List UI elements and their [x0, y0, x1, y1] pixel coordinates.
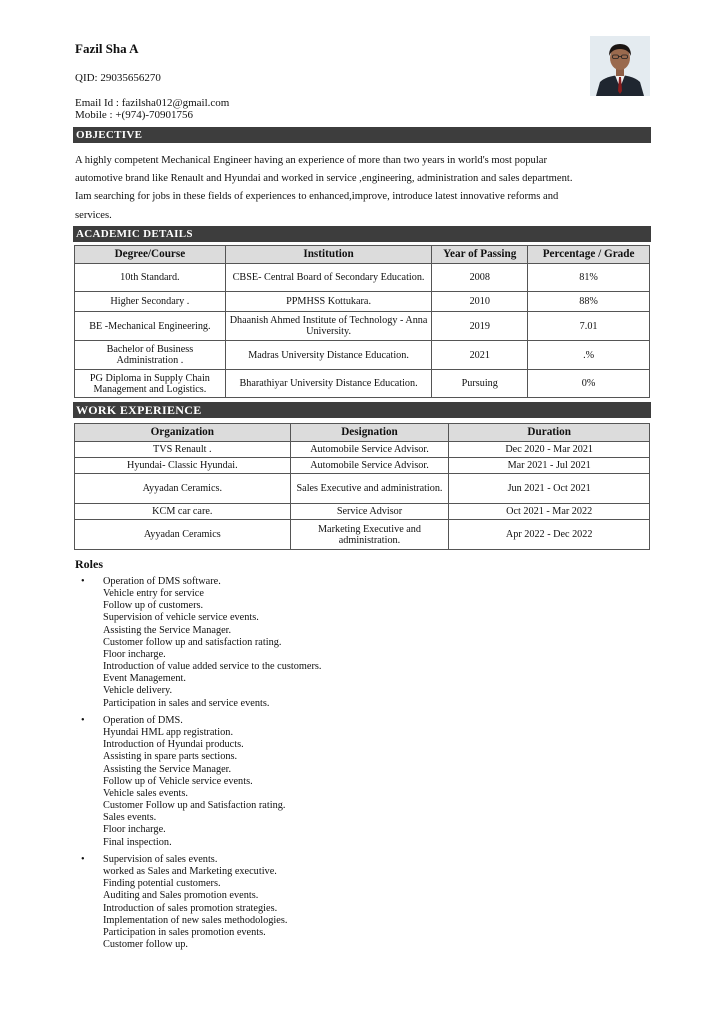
table-cell: TVS Renault .	[75, 442, 291, 458]
table-cell: 2019	[432, 312, 528, 341]
table-cell: Sales Executive and administration.	[290, 474, 449, 504]
role-item: Vehicle entry for service	[103, 588, 204, 600]
table-cell: CBSE- Central Board of Secondary Education.	[225, 264, 432, 292]
table-cell: 2010	[432, 292, 528, 312]
objective-line: services.	[75, 209, 112, 221]
column-header: Duration	[449, 424, 650, 442]
role-item: Customer follow up.	[103, 939, 188, 951]
table-cell: 88%	[528, 292, 650, 312]
email-line: Email Id : fazilsha012@gmail.com	[75, 97, 230, 109]
table-cell: Service Advisor	[290, 504, 449, 520]
role-item: Introduction of Hyundai products.	[103, 739, 244, 751]
work-table	[74, 423, 650, 550]
table-cell: 81%	[528, 264, 650, 292]
qid-line: QID: 29035656270	[75, 72, 161, 84]
table-row	[75, 474, 650, 504]
column-header: Institution	[225, 246, 432, 264]
table-header-row	[75, 424, 650, 442]
candidate-name: Fazil Sha A	[75, 41, 139, 56]
role-item: Supervision of vehicle service events.	[103, 612, 259, 624]
table-cell: 7.01	[528, 312, 650, 341]
roles-group	[75, 576, 321, 710]
table-cell: 2008	[432, 264, 528, 292]
work-heading: WORK EXPERIENCE	[73, 402, 651, 418]
table-cell: Ayyadan Ceramics	[75, 520, 291, 550]
table-cell: Hyundai- Classic Hyundai.	[75, 458, 291, 474]
column-header: Year of Passing	[432, 246, 528, 264]
role-item: Participation in sales promotion events.	[103, 926, 266, 938]
table-cell: Mar 2021 - Jul 2021	[449, 458, 650, 474]
roles-heading: Roles	[75, 557, 103, 571]
role-item: Follow up of Vehicle service events.	[103, 775, 253, 787]
table-cell: .%	[528, 341, 650, 370]
objective-text	[75, 152, 650, 225]
table-cell: Ayyadan Ceramics.	[75, 474, 291, 504]
role-item: Assisting the Service Manager.	[103, 763, 232, 775]
role-item: Auditing and Sales promotion events.	[103, 890, 259, 902]
table-row	[75, 504, 650, 520]
table-row	[75, 312, 650, 341]
profile-photo	[590, 36, 650, 96]
table-cell: Jun 2021 - Oct 2021	[449, 474, 650, 504]
role-item: Sales events.	[103, 812, 157, 824]
table-cell: Apr 2022 - Dec 2022	[449, 520, 650, 550]
role-item: Vehicle sales events.	[103, 787, 188, 799]
table-row	[75, 292, 650, 312]
table-cell: BE -Mechanical Engineering.	[75, 312, 226, 341]
table-cell: 2021	[432, 341, 528, 370]
roles-list	[75, 715, 285, 849]
bullet-icon: •	[81, 576, 85, 587]
role-item: Assisting in spare parts sections.	[103, 751, 238, 763]
table-row	[75, 341, 650, 370]
bullet-icon: •	[81, 854, 85, 865]
objective-line: A highly competent Mechanical Engineer having an experience of more than two years in world's most popular	[75, 155, 548, 166]
role-item: Introduction of value added service to the customers.	[103, 661, 322, 673]
column-header: Organization	[75, 424, 291, 442]
role-item: Finding potential customers.	[103, 878, 221, 890]
table-cell: Pursuing	[432, 370, 528, 398]
role-item: Final inspection.	[103, 836, 172, 848]
role-item: Hyundai HML app registration.	[103, 727, 234, 739]
role-item: Operation of DMS.	[103, 715, 183, 726]
role-item: Vehicle delivery.	[103, 685, 173, 697]
table-header-row	[75, 246, 650, 264]
table-cell: Madras University Distance Education.	[225, 341, 432, 370]
academic-table	[74, 245, 650, 398]
roles-list	[75, 576, 321, 710]
role-item: Assisting the Service Manager.	[103, 624, 232, 636]
table-cell: Marketing Executive and administration.	[290, 520, 449, 550]
table-row	[75, 520, 650, 550]
table-cell: PPMHSS Kottukara.	[225, 292, 432, 312]
roles-group	[75, 715, 285, 849]
table-cell: Dhaanish Ahmed Institute of Technology - Anna University.	[225, 312, 432, 341]
role-item: Operation of DMS software.	[103, 576, 221, 587]
role-item: Participation in sales and service events.	[103, 697, 270, 709]
role-item: Floor incharge.	[103, 824, 166, 836]
bullet-icon: •	[81, 715, 85, 726]
table-cell: Bachelor of Business Administration .	[75, 341, 226, 370]
table-cell: 10th Standard.	[75, 264, 226, 292]
role-item: worked as Sales and Marketing executive.	[103, 866, 277, 878]
table-cell: Higher Secondary .	[75, 292, 226, 312]
table-cell: Automobile Service Advisor.	[290, 442, 449, 458]
role-item: Floor incharge.	[103, 648, 166, 660]
table-cell: Automobile Service Advisor.	[290, 458, 449, 474]
role-item: Customer Follow up and Satisfaction rating.	[103, 800, 286, 812]
column-header: Designation	[290, 424, 449, 442]
mobile-line: Mobile : +(974)-70901756	[75, 109, 194, 121]
table-cell: PG Diploma in Supply Chain Management and Logistics.	[75, 370, 226, 398]
table-cell: KCM car care.	[75, 504, 291, 520]
column-header: Degree/Course	[75, 246, 226, 264]
table-cell: Oct 2021 - Mar 2022	[449, 504, 650, 520]
table-cell: Dec 2020 - Mar 2021	[449, 442, 650, 458]
role-item: Follow up of customers.	[103, 600, 204, 612]
table-row	[75, 458, 650, 474]
objective-line: automotive brand like Renault and Hyundai and worked in service ,engineering, administration and sales department.	[75, 173, 573, 185]
role-item: Supervision of sales events.	[103, 854, 218, 865]
role-item: Introduction of sales promotion strategies.	[103, 902, 278, 914]
objective-line: Iam searching for jobs in these fields of experiences to enhanced,improve, introduce latest innovative reforms and	[75, 191, 559, 203]
roles-list	[75, 854, 287, 951]
table-cell: 0%	[528, 370, 650, 398]
role-item: Customer follow up and satisfaction rating.	[103, 636, 282, 648]
objective-heading: OBJECTIVE	[73, 127, 651, 143]
column-header: Percentage / Grade	[528, 246, 650, 264]
table-row	[75, 442, 650, 458]
table-row	[75, 264, 650, 292]
table-row	[75, 370, 650, 398]
roles-group	[75, 854, 287, 951]
role-item: Implementation of new sales methodologies.	[103, 914, 288, 926]
role-item: Event Management.	[103, 673, 186, 685]
academic-heading: ACADEMIC DETAILS	[73, 226, 651, 242]
table-cell: Bharathiyar University Distance Education.	[225, 370, 432, 398]
